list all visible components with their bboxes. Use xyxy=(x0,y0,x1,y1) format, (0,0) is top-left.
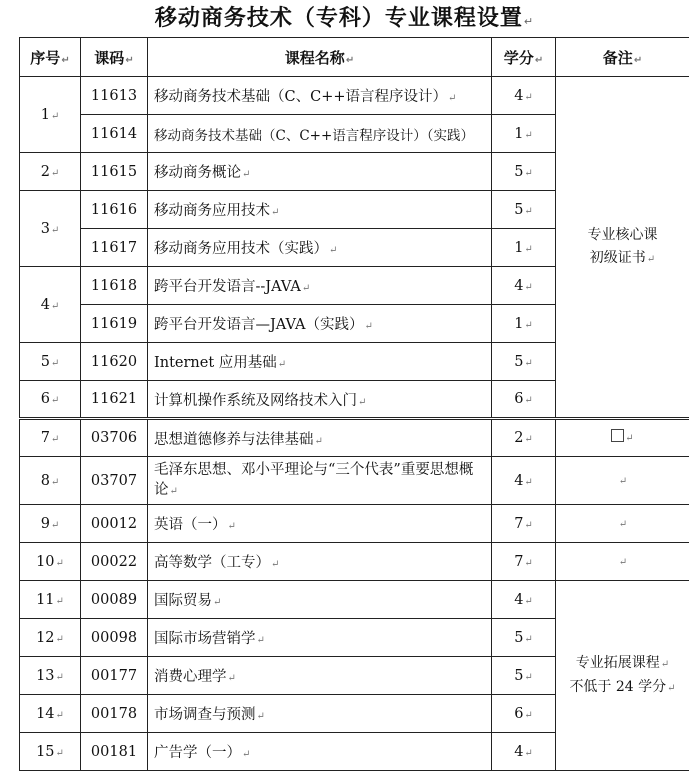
seq-cell: 7↵ xyxy=(20,419,81,457)
name-cell: 消费心理学↵ xyxy=(148,657,492,695)
credit-cell: 1↵ xyxy=(492,229,556,267)
seq-cell: 14↵ xyxy=(20,695,81,733)
seq-cell: 6↵ xyxy=(20,381,81,419)
credit-cell: 7↵ xyxy=(492,543,556,581)
name-cell: 计算机操作系统及网络技术入门↵ xyxy=(148,381,492,419)
name-cell: 移动商务概论↵ xyxy=(148,153,492,191)
seq-cell: 8↵ xyxy=(20,457,81,505)
code-cell: 00098 xyxy=(81,619,148,657)
header-seq: 序号↵ xyxy=(20,38,81,77)
seq-cell: 1↵ xyxy=(20,77,81,153)
table-row xyxy=(20,457,689,505)
header-name: 课程名称↵ xyxy=(148,38,492,77)
code-cell: 11617 xyxy=(81,229,148,267)
table-header-row xyxy=(20,38,689,77)
name-cell: 移动商务技术基础（C、C++语言程序设计）（实践） xyxy=(148,115,492,153)
credit-cell: 6↵ xyxy=(492,381,556,419)
code-cell: 11621 xyxy=(81,381,148,419)
name-cell: 英语（一）↵ xyxy=(148,505,492,543)
credit-cell: 4↵ xyxy=(492,77,556,115)
code-cell: 00181 xyxy=(81,733,148,771)
credit-cell: 4↵ xyxy=(492,267,556,305)
table-row xyxy=(20,581,689,619)
seq-cell: 9↵ xyxy=(20,505,81,543)
credit-cell: 4↵ xyxy=(492,581,556,619)
credit-cell: 5↵ xyxy=(492,153,556,191)
name-cell: 移动商务应用技术↵ xyxy=(148,191,492,229)
code-cell: 11618 xyxy=(81,267,148,305)
seq-cell: 2↵ xyxy=(20,153,81,191)
header-note: 备注↵ xyxy=(556,38,689,77)
code-cell: 03707 xyxy=(81,457,148,505)
code-cell: 11615 xyxy=(81,153,148,191)
note-cell: ↵ xyxy=(556,543,689,581)
credit-cell: 6↵ xyxy=(492,695,556,733)
code-cell: 00012 xyxy=(81,505,148,543)
code-cell: 11616 xyxy=(81,191,148,229)
note-cell: ↵ xyxy=(556,505,689,543)
credit-cell: 1↵ xyxy=(492,305,556,343)
credit-cell: 7↵ xyxy=(492,505,556,543)
table-row xyxy=(20,77,689,115)
seq-cell: 12↵ xyxy=(20,619,81,657)
name-cell: 移动商务应用技术（实践）↵ xyxy=(148,229,492,267)
seq-cell: 13↵ xyxy=(20,657,81,695)
name-cell: Internet 应用基础↵ xyxy=(148,343,492,381)
note-core-line1: 专业核心课 xyxy=(587,226,658,243)
table-row xyxy=(20,505,689,543)
credit-cell: 5↵ xyxy=(492,191,556,229)
header-credit: 学分↵ xyxy=(492,38,556,77)
code-cell: 11613 xyxy=(81,77,148,115)
name-cell: 市场调查与预测↵ xyxy=(148,695,492,733)
note-ext-line1: 专业拓展课程 xyxy=(575,654,660,671)
note-extension: 专业拓展课程↵ 不低于 24 学分↵ xyxy=(556,581,689,771)
note-core-line2: 初级证书 xyxy=(589,249,646,266)
name-cell: 高等数学（工专）↵ xyxy=(148,543,492,581)
credit-cell: 5↵ xyxy=(492,343,556,381)
page-title: 移动商务技术（专科）专业课程设置↵ xyxy=(154,6,535,31)
code-cell: 00089 xyxy=(81,581,148,619)
credit-cell: 5↵ xyxy=(492,657,556,695)
header-code: 课码↵ xyxy=(81,38,148,77)
seq-cell: 4↵ xyxy=(20,267,81,343)
code-cell: 11620 xyxy=(81,343,148,381)
name-cell: 移动商务技术基础（C、C++语言程序设计）↵ xyxy=(148,77,492,115)
seq-cell: 3↵ xyxy=(20,191,81,267)
name-cell: 毛泽东思想、邓小平理论与“三个代表”重要思想概论↵ xyxy=(148,457,492,505)
code-cell: 00022 xyxy=(81,543,148,581)
name-cell: 广告学（一）↵ xyxy=(148,733,492,771)
credit-cell: 5↵ xyxy=(492,619,556,657)
name-cell: 思想道德修养与法律基础↵ xyxy=(148,419,492,457)
credit-cell: 4↵ xyxy=(492,457,556,505)
code-cell: 11619 xyxy=(81,305,148,343)
note-core: 专业核心课 初级证书↵ xyxy=(556,77,689,419)
credit-cell: 1↵ xyxy=(492,115,556,153)
table-row xyxy=(20,543,689,581)
seq-cell: 5↵ xyxy=(20,343,81,381)
course-table xyxy=(19,37,689,771)
code-cell: 00177 xyxy=(81,657,148,695)
name-cell: 国际贸易↵ xyxy=(148,581,492,619)
code-cell: 11614 xyxy=(81,115,148,153)
code-cell: 03706 xyxy=(81,419,148,457)
note-cell: ↵ xyxy=(556,457,689,505)
credit-cell: 4↵ xyxy=(492,733,556,771)
name-cell: 国际市场营销学↵ xyxy=(148,619,492,657)
note-ext-line2: 不低于 24 学分 xyxy=(569,678,667,695)
seq-cell: 11↵ xyxy=(20,581,81,619)
seq-cell: 10↵ xyxy=(20,543,81,581)
code-cell: 00178 xyxy=(81,695,148,733)
name-cell: 跨平台开发语言--JAVA↵ xyxy=(148,267,492,305)
note-cell: ↵ xyxy=(556,419,689,457)
credit-cell: 2↵ xyxy=(492,419,556,457)
seq-cell: 15↵ xyxy=(20,733,81,771)
checkbox-square-icon xyxy=(611,429,624,442)
table-row xyxy=(20,419,689,457)
name-cell: 跨平台开发语言—JAVA（实践）↵ xyxy=(148,305,492,343)
